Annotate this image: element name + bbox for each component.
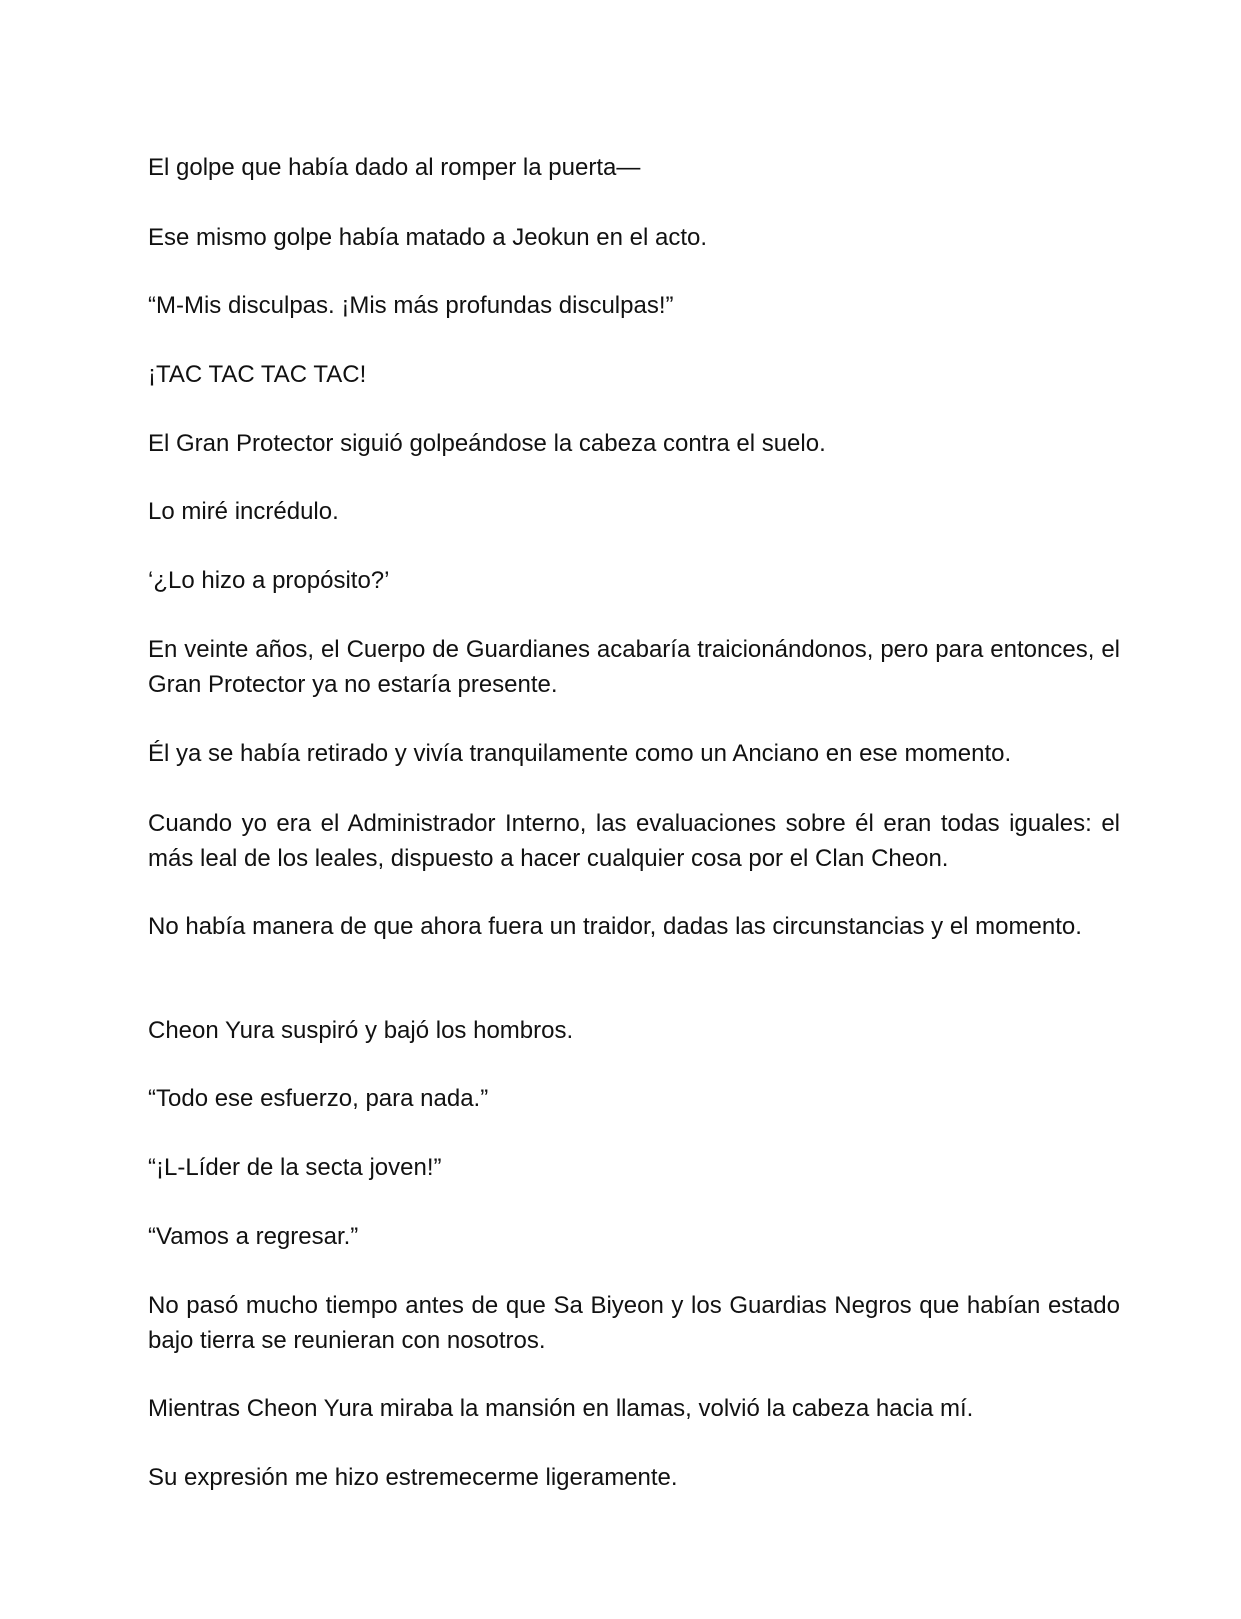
paragraph-18: Su expresión me hizo estremecerme ligeramente. xyxy=(148,1464,678,1491)
paragraph-1: El golpe que había dado al romper la puerta— xyxy=(148,154,641,181)
paragraph-3: “M-Mis disculpas. ¡Mis más profundas disculpas!” xyxy=(148,292,674,319)
paragraph-2: Ese mismo golpe había matado a Jeokun en el acto. xyxy=(148,224,708,251)
paragraph-13: “Todo ese esfuerzo, para nada.” xyxy=(148,1085,489,1112)
paragraph-9: Él ya se había retirado y vivía tranquilamente como un Anciano en ese momento. xyxy=(148,740,1012,767)
paragraph-15: “Vamos a regresar.” xyxy=(148,1223,359,1250)
paragraph-11: No había manera de que ahora fuera un traidor, dadas las circunstancias y el momento. xyxy=(148,913,1082,940)
paragraph-8: En veinte años, el Cuerpo de Guardianes acabaría traicionándonos, pero para entonces, el Gran Protector ya no estaría presente. xyxy=(148,636,1120,698)
paragraph-6: Lo miré incrédulo. xyxy=(148,498,339,525)
paragraph-7: ‘¿Lo hizo a propósito?’ xyxy=(148,567,390,594)
paragraph-4: ¡TAC TAC TAC TAC! xyxy=(148,361,367,388)
paragraph-5: El Gran Protector siguió golpeándose la cabeza contra el suelo. xyxy=(148,430,826,457)
paragraph-12: Cheon Yura suspiró y bajó los hombros. xyxy=(148,1017,574,1044)
paragraph-16: No pasó mucho tiempo antes de que Sa Biyeon y los Guardias Negros que habían estado bajo tierra se reunieran con nosotros. xyxy=(148,1292,1120,1354)
paragraph-14: “¡L-Líder de la secta joven!” xyxy=(148,1154,442,1181)
paragraph-10: Cuando yo era el Administrador Interno, las evaluaciones sobre él eran todas iguales: el más leal de los leales, dispuesto a hacer cualquier cosa por el Clan Cheon. xyxy=(148,810,1120,872)
paragraph-17: Mientras Cheon Yura miraba la mansión en llamas, volvió la cabeza hacia mí. xyxy=(148,1395,974,1422)
